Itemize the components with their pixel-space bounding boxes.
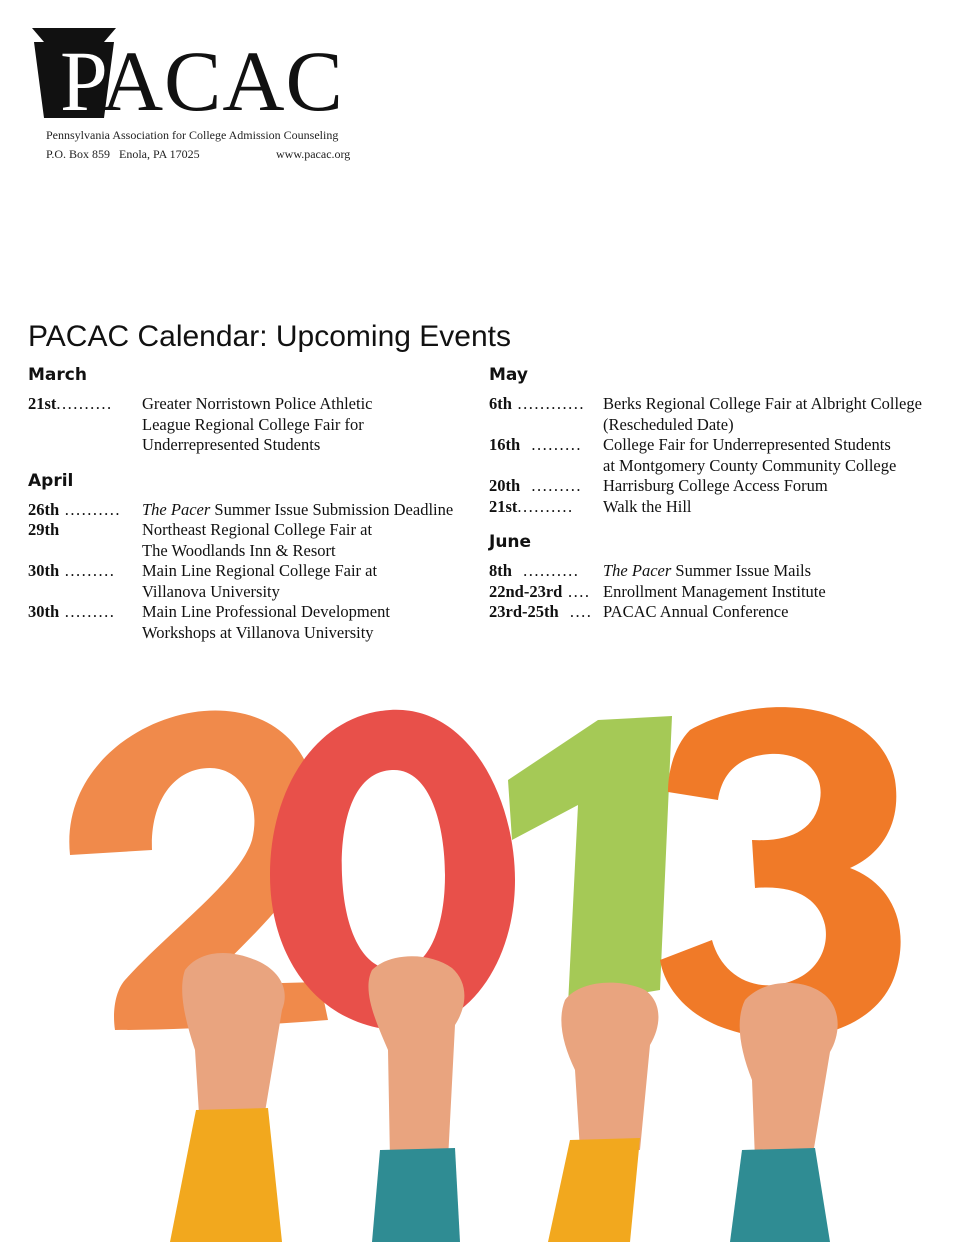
event-date: 8th .......... [489,561,580,580]
event-description: Harrisburg College Access Forum [603,476,828,495]
event-description: College Fair for Underrepresented Students at Montgomery County Community College [603,435,897,475]
org-address: P.O. Box 859 Enola, PA 17025 [46,147,200,161]
event-description: Main Line Professional Development Workshops at Villanova University [142,602,390,642]
calendar-column-right [489,364,929,623]
event-row [28,394,468,456]
event-description: Northeast Regional College Fair at The Woodlands Inn & Resort [142,520,373,560]
month-heading: June [489,532,532,552]
pacac-logo [28,28,368,168]
event-description: Main Line Regional College Fair at Villanova University [142,561,378,601]
event-row [28,602,468,643]
hand-2 [368,956,464,1242]
hand-4 [730,983,838,1242]
event-description: The Pacer Summer Issue Mails [603,561,812,580]
event-row [489,582,929,603]
event-date: 30th ......... [28,561,116,580]
event-row [489,602,929,623]
event-description: Enrollment Management Institute [603,581,826,601]
event-description: Berks Regional College Fair at Albright College (Rescheduled Date) [603,394,922,434]
event-date: 22nd-23rd .... [489,581,591,601]
event-row [28,520,468,561]
year-2013-photo [0,690,960,1242]
month-heading: May [489,365,528,385]
event-row [489,497,929,518]
event-row [489,394,929,435]
event-date: 26th .......... [28,499,122,519]
event-description: Greater Norristown Police Athletic League Regional College Fair for Underrepresented Students [142,394,373,454]
logo-wordmark [60,33,344,129]
event-row [489,561,929,582]
event-date: 20th ......... [489,476,583,495]
event-date: 6th ............ [489,394,586,413]
hand-3 [548,983,658,1242]
event-description: PACAC Annual Conference [603,602,789,621]
number-one [508,716,672,1005]
event-date: 29th [28,520,60,539]
event-description: The Pacer Summer Issue Submission Deadline [142,499,454,519]
event-date: 21st.......... [489,496,574,516]
org-name: Pennsylvania Association for College Admission Counseling [46,128,339,142]
logo-rest: ACAC [100,33,344,129]
calendar-title: PACAC Calendar: Upcoming Events [28,320,511,353]
month-heading: March [28,365,87,385]
event-row [28,500,468,521]
event-description: Walk the Hill [603,496,692,516]
event-row [489,435,929,476]
logo-first-letter: P [60,33,101,129]
month-heading: April [28,470,74,491]
event-date: 23rd-25th .... [489,602,593,621]
calendar-column-left [28,364,468,643]
hand-1 [170,953,285,1242]
org-website: www.pacac.org [276,147,351,161]
event-date: 16th ......... [489,435,583,454]
event-row [28,561,468,602]
event-date: 30th ......... [28,602,116,621]
event-date: 21st.......... [28,394,113,413]
event-row [489,476,929,497]
